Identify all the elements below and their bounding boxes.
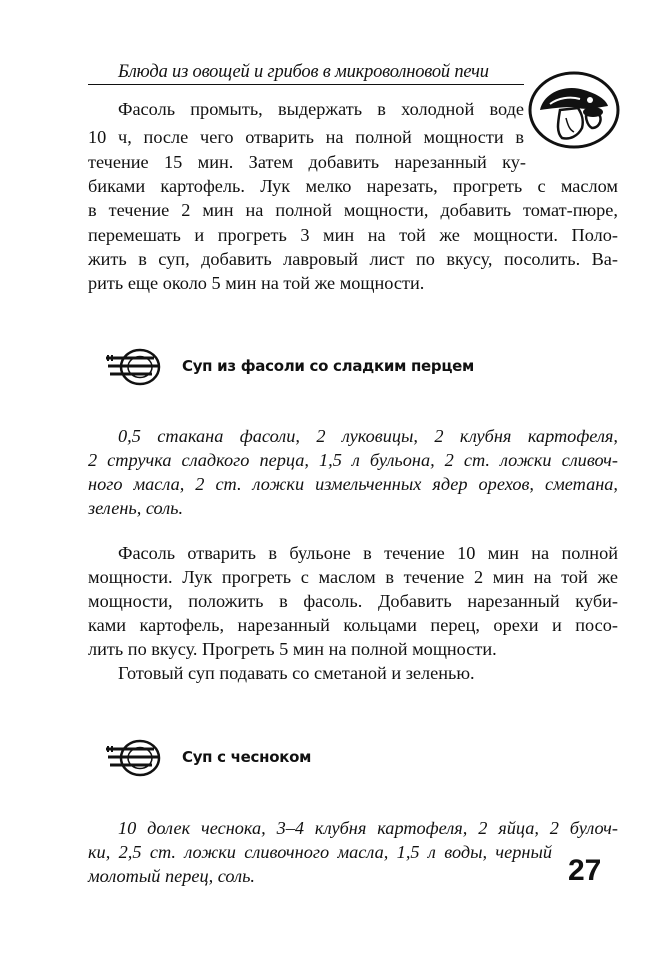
ingredients-line: молотый перец, соль. xyxy=(88,866,255,886)
mushroom-logo-icon xyxy=(526,70,622,150)
method-line: Фасоль отварить в бульоне в течение 10 мин на полной xyxy=(118,543,618,563)
method-line: лить по вкусу. Прогреть 5 мин на полной мощности. xyxy=(88,639,497,659)
ingredients-line: ки, 2,5 ст. ложки сливочного масла, 1,5 л воды, черный xyxy=(88,842,552,862)
ingredients-line: зелень, соль. xyxy=(88,498,184,518)
text-line: в течение 2 мин на полной мощности, добавить томат-пюре, xyxy=(88,200,618,220)
header-rule xyxy=(88,84,524,85)
method-line: Готовый суп подавать со сметаной и зеленью. xyxy=(118,663,475,683)
text-line: Фасоль промыть, выдержать в холодной воде xyxy=(118,99,524,119)
method-line: ками картофель, нарезанный кольцами перец, орехи и посо- xyxy=(88,615,618,635)
recipe-title: Суп с чесноком xyxy=(182,748,312,766)
method-line: мощности. Лук прогреть с маслом в течение 2 мин на той же xyxy=(88,567,618,587)
text-line: перемешать и прогреть 3 мин на той же мощности. Поло- xyxy=(88,225,618,245)
text-line: 10 ч, после чего отварить на полной мощности в xyxy=(88,127,524,147)
running-header: Блюда из овощей и грибов в микроволновой печи xyxy=(118,62,489,82)
plate-cutlery-icon xyxy=(104,346,166,388)
ingredients-line: ного масла, 2 ст. ложки измельченных ядер орехов, сметана, xyxy=(88,474,618,494)
ingredients-line: 2 стручка сладкого перца, 1,5 л бульона, 2 ст. ложки сливоч- xyxy=(88,450,618,470)
recipe-title: Суп из фасоли со сладким перцем xyxy=(182,357,474,375)
text-line: рить еще около 5 мин на той же мощности. xyxy=(88,273,425,293)
ingredients-line: 0,5 стакана фасоли, 2 луковицы, 2 клубня картофеля, xyxy=(118,426,618,446)
page-number: 27 xyxy=(568,854,602,887)
text-line: биками картофель. Лук мелко нарезать, прогреть с маслом xyxy=(88,176,618,196)
method-line: мощности, положить в фасоль. Добавить нарезанный куби- xyxy=(88,591,618,611)
ingredients-line: 10 долек чеснока, 3–4 клубня картофеля, 2 яйца, 2 булоч- xyxy=(118,818,618,838)
text-line: жить в суп, добавить лавровый лист по вкусу, посолить. Ва- xyxy=(88,249,618,269)
text-line: течение 15 мин. Затем добавить нарезанный ку- xyxy=(88,152,526,172)
plate-cutlery-icon xyxy=(104,737,166,779)
